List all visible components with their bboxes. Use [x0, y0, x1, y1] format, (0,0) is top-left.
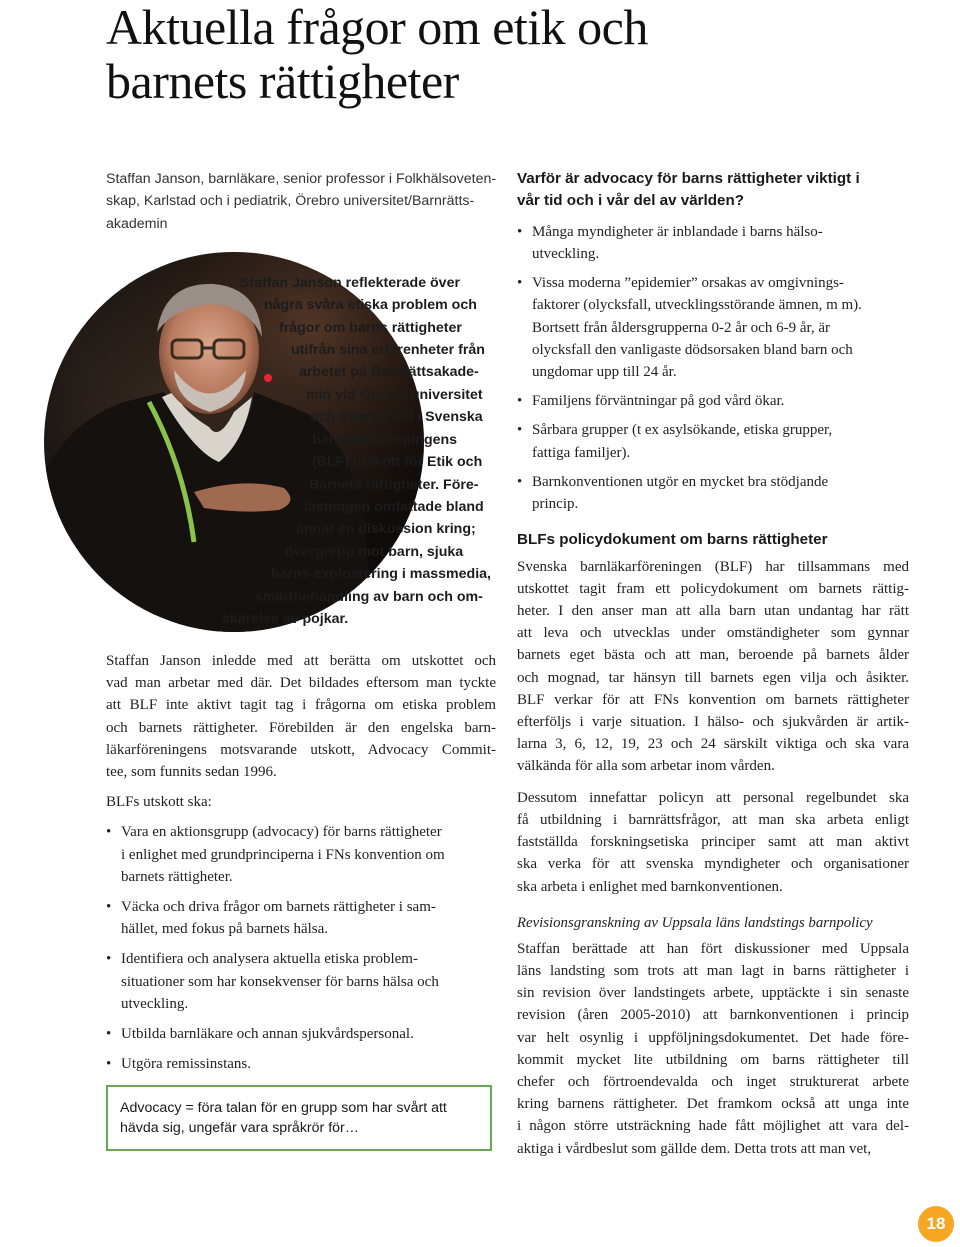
text-line: Bortsett från åldersgrupperna 0-2 år och 6-9 år, är [532, 319, 831, 336]
text-line: barnets eget bästa och att man, beroende på barnets ålder [517, 647, 909, 664]
lead-line: några svåra etiska problem och [264, 297, 477, 313]
title-line: barnets rättigheter [106, 53, 459, 109]
list-item [106, 948, 496, 1015]
advocacy-reasons-list [517, 221, 909, 515]
text-line: Staffan Janson inledde med att berätta om utskottet och [106, 653, 496, 669]
text-line: utveckling. [121, 995, 189, 1012]
text-line: kring barnens rättigheter. Det framkom också att unga inte [517, 1096, 909, 1113]
list-item [517, 471, 909, 515]
byline-line: Staffan Janson, barnläkare, senior professor i Folkhälsoveten- [106, 171, 497, 187]
text-line: revision (åren 2005-2010) att barnkonventionen i princip [517, 1007, 909, 1024]
heading-line: Varför är advocacy för barns rättigheter viktigt i [517, 170, 860, 187]
lead-line: Barnets rättigheter. Före- [309, 477, 479, 493]
text-line: tee, som funnits sedan 1996. [106, 764, 277, 781]
section-heading [517, 168, 909, 213]
text-line: aktiga i vårdbeslut som gällde dem. Detta trots att man vet, [517, 1140, 872, 1157]
lead-line: frågor om barns rättigheter [279, 320, 462, 336]
list-intro [106, 791, 496, 813]
bullet-icon: • [517, 473, 523, 490]
box-line: Advocacy = föra talan för en grupp som har svårt att [120, 1100, 447, 1116]
left-column [106, 650, 496, 1075]
bullet-icon: • [106, 824, 112, 841]
heading-line: BLFs policydokument om barns rättigheter [517, 531, 828, 549]
text-line: fastställda forskningsetiska principer samt att man aktivt [517, 834, 909, 851]
text-line: Revisionsgranskning av Uppsala läns landstings barnpolicy [517, 914, 873, 931]
text-line: Identifiera och analysera aktuella etiska problem- [121, 951, 418, 968]
text-line: ungdomar upp till 24 år. [532, 364, 677, 381]
lead-line: utifrån sina erfarenheter från [291, 342, 485, 358]
lead-line: läsningen omfattade bland [304, 499, 484, 515]
text-line: få utbildning i barnrättsfrågor, att man ska arbeta enligt [517, 811, 909, 828]
advocacy-definition-box [106, 1085, 492, 1151]
text-line: Utgöra remissinstans. [121, 1056, 251, 1073]
text-line: larna 3, 6, 12, 19, 23 och 24 särskilt viktiga och ska vara [517, 736, 909, 753]
lead-line: smärtbehandling av barn och om- [255, 589, 483, 605]
list-item [106, 896, 496, 940]
text-line: välkända för alla som arbetar inom vården. [517, 758, 775, 775]
text-line: ska verka för att svenska myndigheter och organisationer [517, 856, 909, 873]
lead-line: annat en diskussion kring; [296, 521, 476, 537]
bullet-icon: • [106, 951, 112, 968]
text-line: Barnkonventionen utgör en mycket bra stödjande [532, 473, 829, 490]
text-line: Sårbara grupper (t ex asylsökande, etiska grupper, [532, 422, 833, 439]
text-line: läkarföreningens motsvarande utskott, Advocacy Commit- [106, 741, 496, 758]
list-item [106, 1023, 496, 1045]
text-line: att leva och utvecklas under omständigheter som gynnar [517, 625, 909, 642]
author-byline [106, 168, 497, 235]
text-line: i enlighet med grundprinciperna i FNs konvention om [121, 846, 445, 863]
bullet-icon: • [517, 223, 523, 240]
section-heading [517, 529, 909, 551]
byline-line: akademin [106, 215, 168, 232]
text-line: princip. [532, 496, 579, 513]
text-line: olycksfall den vanligaste dödsorsaken bland barn och [532, 341, 853, 358]
byline-line: skap, Karlstad och i pediatrik, Örebro universitet/Barnrätts- [106, 193, 475, 210]
text-line: situationer som har konsekvenser för barns hälsa och [121, 973, 439, 990]
lead-line: (BLF) utskott för Etik och [312, 454, 483, 470]
policy-paragraph [517, 556, 909, 778]
text-line: BLFs utskott ska: [106, 794, 212, 811]
bullet-icon: • [106, 899, 112, 916]
text-line: ska arbeta i enlighet med barnkonventionen. [517, 878, 783, 895]
bullet-icon: • [517, 422, 523, 439]
text-line: chefer och förtroendevalda och inget strukturerat arbete [517, 1073, 909, 1090]
lead-line: och framför allt i Svenska [310, 409, 483, 425]
text-line: Vissa moderna ”epidemier” orsakas av omgivnings- [532, 275, 844, 292]
text-line: utveckling. [532, 246, 600, 263]
lead-line: arbetet på Barnrättsakade- [299, 364, 479, 380]
text-line: i någon större utsträckning hade fått möjlighet att vara del- [517, 1118, 909, 1135]
list-item [517, 272, 909, 383]
heading-line: vår tid och i vår del av världen? [517, 192, 745, 210]
lead-line: skärelse av pojkar. [222, 611, 349, 627]
text-line: och mognad, tar hänsyn till barnets egen vilja och åsikter. [517, 669, 909, 686]
title-line: Aktuella frågor om etik och [106, 0, 648, 55]
text-line: och barnets rättigheter. Förebilden är den engelska barn- [106, 719, 496, 736]
lead-line: barnläkarföreningens [312, 432, 458, 448]
bullet-icon: • [106, 1056, 112, 1073]
text-line: Staffan berättade att han fört diskussioner med Uppsala [517, 940, 909, 957]
subheading [517, 912, 909, 934]
text-line: Många myndigheter är inblandade i barns hälso- [532, 223, 823, 240]
bullet-icon: • [517, 275, 523, 292]
list-item [106, 1053, 496, 1075]
policy-paragraph-2 [517, 787, 909, 898]
text-line: att BLF inte aktivt tagit tag i frågorna om etiska problem [106, 697, 496, 714]
text-line: Utbilda barnläkare och annan sjukvårdspersonal. [121, 1026, 414, 1043]
text-line: Svenska barnläkarföreningen (BLF) har tillsammans med [517, 558, 909, 575]
text-line: var helt osynlig i uppföljningsdokumentet. Det hade före- [517, 1029, 909, 1046]
right-column [517, 168, 909, 1160]
list-item [106, 821, 496, 888]
lead-line: övergrepp mot barn, sjuka [285, 544, 464, 560]
text-line: Väcka och driva frågor om barnets rättigheter i sam- [121, 899, 436, 916]
list-item [517, 419, 909, 463]
text-line: utskottet tagit fram ett policydokument om barnets rättig- [517, 580, 909, 597]
text-line: Vara en aktionsgrupp (advocacy) för barns rättigheter [121, 824, 442, 841]
text-line: Familjens förväntningar på god vård ökar. [532, 393, 785, 410]
text-line: vad man arbetar med där. Det bildades eftersom man tyckte [106, 675, 496, 692]
text-line: efterföljs i varje situation. I hälso- och sjukvården är artik- [517, 714, 909, 731]
text-line: läns landsting som trots att man lagt in barns rättigheter i [517, 962, 909, 979]
text-line: hället, med fokus på barnets hälsa. [121, 921, 329, 938]
text-line: barnets rättigheter. [121, 868, 233, 885]
committee-tasks-list [106, 821, 496, 1075]
page-number-badge: 18 [918, 1206, 954, 1242]
text-line: sin revision över landstingets arbete, upptäckte i sin senaste [517, 985, 909, 1002]
text-line: BLF verkar för att FNs konvention om barnets rättigheter [517, 691, 909, 708]
text-line: heter. I den anser man att alla barn utan undantag har rätt [517, 603, 909, 620]
box-line: hävda sig, ungefär vara språkrör för… [120, 1120, 359, 1136]
text-line: Dessutom innefattar policyn att personal regelbundet ska [517, 789, 909, 806]
lead-line: Staffan Janson reflekterade över [240, 275, 460, 291]
revision-paragraph [517, 938, 909, 1160]
list-item [517, 221, 909, 265]
list-item [517, 390, 909, 412]
text-line: fattiga familjer). [532, 444, 631, 461]
page-title [106, 0, 866, 108]
text-line: kommit mycket lite utbildning om barns rättigheter till [517, 1051, 909, 1068]
intro-paragraph [106, 650, 496, 783]
bullet-icon: • [517, 393, 523, 410]
lead-line: barns exploatering i massmedia, [271, 566, 491, 582]
lead-line: min vid Örebro universitet [306, 387, 483, 403]
text-line: faktorer (olycksfall, utvecklingsstörande ämnen, m m). [532, 297, 862, 314]
bullet-icon: • [106, 1026, 112, 1043]
